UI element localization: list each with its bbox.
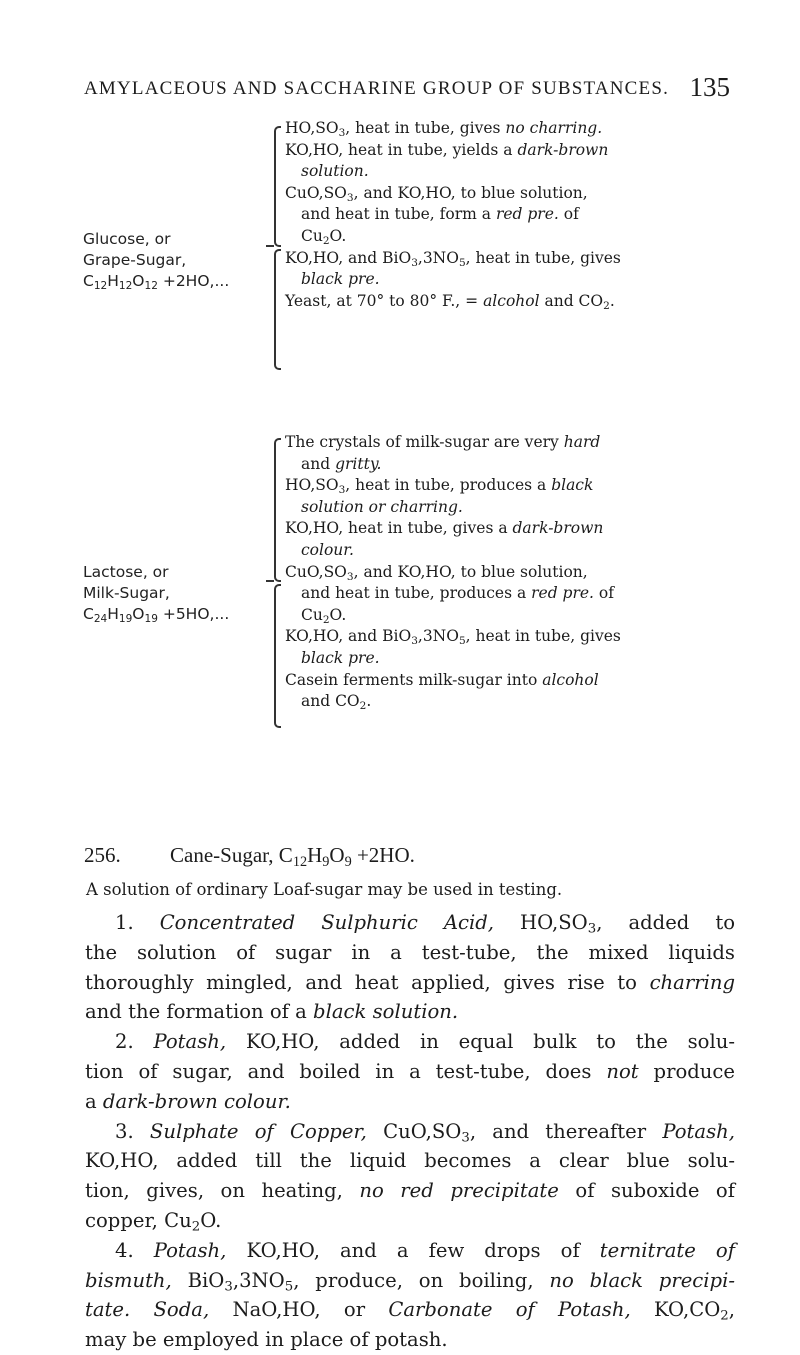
glucose-brace-top (274, 126, 281, 247)
test-line: and heat in tube, produces a red pre. of (301, 584, 614, 603)
body-line: thoroughly mingled, and heat applied, gives rise to charring (85, 970, 735, 994)
test-line: solution. (301, 162, 369, 181)
body-line: the solution of sugar in a test-tube, the mixed liquids (85, 940, 735, 964)
body-line: bismuth, $BiO_3,3NO_5$, produce, on boiling, no black precipi- (85, 1268, 735, 1295)
test-line: black pre. (301, 270, 380, 289)
test-line: black pre. (301, 648, 380, 667)
body-line: 4. Potash, KO,HO, and a few drops of ternitrate of (115, 1238, 735, 1262)
glucose-brace-tip (266, 245, 274, 247)
test-line: KO,HO, and $BiO_3,3NO_5$, heat in tube, gives (285, 627, 621, 648)
glucose-label (83, 229, 229, 292)
lactose-tests (285, 432, 735, 713)
body-line: 2. Potash, KO,HO, added in equal bulk to the solu- (115, 1030, 735, 1054)
test-line: solution or charring. (301, 497, 463, 516)
lactose-label (83, 562, 229, 625)
body-text (85, 908, 735, 1355)
test-line: $CuO,SO_3$, and KO,HO, to blue solution, (285, 562, 588, 583)
lactose-brace-top (274, 438, 281, 582)
lactose-label-line: Milk-Sugar, (83, 584, 170, 602)
body-line: a dark-brown colour. (85, 1089, 291, 1113)
body-line: 3. Sulphate of Copper, $CuO,SO_3$, and thereafter Potash, (115, 1119, 735, 1146)
section-number: 256. (84, 843, 121, 867)
test-line: KO,HO, heat in tube, yields a dark-brown (285, 140, 609, 159)
glucose-tests (285, 118, 735, 312)
body-line: and the formation of a black solution. (85, 1000, 459, 1024)
glucose-brace-bottom (274, 249, 281, 370)
test-line: KO,HO, heat in tube, gives a dark-brown (285, 519, 604, 538)
test-line: $HO,SO_3$, heat in tube, gives no charring. (285, 119, 603, 139)
running-title: AMYLACEOUS AND SACCHARINE GROUP OF SUBSTANCES. (84, 78, 670, 99)
body-line: KO,HO, added till the liquid becomes a clear blue solu- (85, 1149, 735, 1173)
test-line: $Cu_2O$. (301, 226, 347, 247)
test-line: and $CO_2$. (301, 692, 372, 713)
body-line: tion of sugar, and boiled in a test-tube, does not produce (85, 1059, 735, 1083)
test-line: $CuO,SO_3$, and KO,HO, to blue solution, (285, 183, 588, 204)
running-header (84, 72, 730, 112)
test-line: $HO,SO_3$, heat in tube, produces a black (285, 476, 594, 497)
test-line: and gritty. (301, 454, 382, 473)
body-line: tate. Soda, NaO,HO, or Carbonate of Potash, $KO,CO_2$, (85, 1298, 735, 1325)
body-line: tion, gives, on heating, no red precipitate of suboxide of (85, 1179, 735, 1203)
body-line: copper, $Cu_2O$. (85, 1208, 222, 1235)
lactose-brace-bottom (274, 584, 281, 728)
glucose-label-line: Glucose, or (83, 230, 171, 248)
lactose-formula: $C_{24}H_{19}O_{19} +5HO$,... (83, 605, 230, 625)
lactose-brace-tip (266, 580, 274, 582)
test-line: Casein ferments milk-sugar into alcohol (285, 670, 599, 689)
body-line: may be employed in place of potash. (85, 1328, 448, 1352)
glucose-formula: $C_{12}H_{12}O_{12} +2HO$,... (83, 272, 230, 292)
test-line: and heat in tube, form a red pre. of (301, 205, 579, 224)
lactose-label-line: Lactose, or (83, 563, 169, 581)
test-line: $Cu_2O$. (301, 605, 347, 626)
test-line: colour. (301, 540, 354, 559)
body-line: 1. Concentrated Sulphuric Acid, $HO,SO_3$, added to (115, 911, 735, 937)
test-line: KO,HO, and $BiO_3,3NO_5$, heat in tube, gives (285, 248, 621, 269)
glucose-label-line: Grape-Sugar, (83, 251, 187, 269)
test-line: The crystals of milk-sugar are very hard (285, 433, 601, 451)
section-title: Cane-Sugar, $C_{12}H_9O_9 +2HO$. (170, 843, 415, 870)
page-number: 135 (689, 72, 730, 102)
test-line: Yeast, at 70° to 80° F., = alcohol and $CO_2$. (285, 291, 615, 312)
intro-sentence: A solution of ordinary Loaf-sugar may be used in testing. (86, 880, 563, 899)
